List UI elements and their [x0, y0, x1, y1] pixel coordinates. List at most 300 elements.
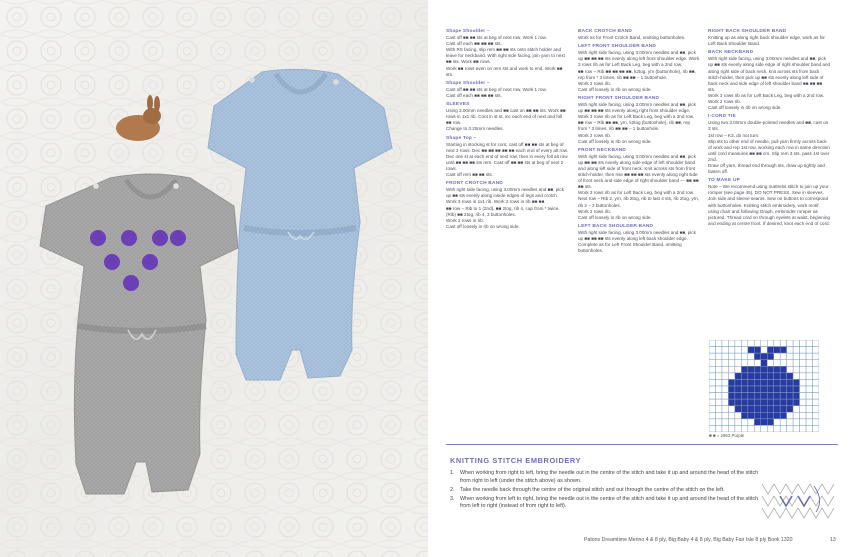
chart-cell — [754, 419, 760, 426]
chart-cell — [709, 412, 715, 419]
chart-cell — [741, 393, 747, 400]
section-heading: FRONT CROTCH BAND — [446, 181, 503, 187]
chart-cell — [761, 399, 767, 406]
chart-cell — [813, 393, 819, 400]
instruction-text: Work 2 rows rib. — [578, 80, 612, 86]
instruction-text: 1st row – K3, do not turn. — [708, 132, 760, 138]
chart-cell — [735, 353, 741, 360]
chart-cell — [767, 425, 773, 432]
chart-cell — [761, 419, 767, 426]
chart-cell — [728, 419, 734, 426]
section-heading: SLEEVES — [446, 102, 470, 108]
chart-cell — [813, 386, 819, 393]
chart-cell — [767, 406, 773, 413]
chart-cell — [754, 360, 760, 367]
chart-cell — [787, 340, 793, 347]
chart-cell — [748, 425, 754, 432]
chart-cell — [715, 360, 721, 367]
chart-cell — [741, 347, 747, 354]
chart-cell — [780, 393, 786, 400]
section-heading: I-CORD TIE — [708, 114, 736, 120]
section-heading: BACK NECKBAND — [708, 50, 754, 56]
chart-cell — [800, 419, 806, 426]
chart-cell — [748, 412, 754, 419]
chart-cell — [715, 386, 721, 393]
chart-cell — [800, 406, 806, 413]
chart-cell — [748, 360, 754, 367]
embroidery-steps — [450, 470, 766, 512]
chart-cell — [780, 399, 786, 406]
chart-cell — [728, 425, 734, 432]
chart-cell — [715, 393, 721, 400]
instruction-text: Work as for Front Crotch Band, omitting buttonholes. — [578, 35, 686, 41]
chart-cell — [793, 412, 799, 419]
instruction-text: Cast off each ■■ ■■ ■■ sts. — [446, 92, 502, 98]
embroidery-step: 1. When working from right to left, bring the needle out in the centre of the stitch and take it up and around the head of the stitch from right to left (under the stitch above) as shown. — [450, 470, 759, 484]
chart-cell — [774, 353, 780, 360]
chart-cell — [722, 366, 728, 373]
chart-cell — [741, 412, 747, 419]
chart-cell — [787, 379, 793, 386]
chart-cell — [780, 379, 786, 386]
chart-cell — [774, 347, 780, 354]
chart-cell — [767, 393, 773, 400]
chart-cell — [735, 366, 741, 373]
chart-cell — [748, 353, 754, 360]
chart-cell — [774, 379, 780, 386]
chart-cell — [709, 386, 715, 393]
chart-cell — [735, 412, 741, 419]
chart-cell — [774, 419, 780, 426]
chart-cell — [800, 360, 806, 367]
chart-cell — [715, 373, 721, 380]
chart-cell — [793, 340, 799, 347]
chart-cell — [722, 353, 728, 360]
chart-cell — [787, 353, 793, 360]
chart-cell — [787, 373, 793, 380]
chart-cell — [767, 340, 773, 347]
chart-cell — [741, 353, 747, 360]
section-heading: Shape Shoulder – — [446, 29, 490, 34]
chart-cell — [793, 379, 799, 386]
chart-cell — [813, 379, 819, 386]
chart-cell — [774, 386, 780, 393]
chart-cell — [754, 425, 760, 432]
chart-cell — [761, 393, 767, 400]
chart-cell — [813, 360, 819, 367]
chart-cell — [722, 386, 728, 393]
chart-cell — [806, 399, 812, 406]
chart-cell — [813, 366, 819, 373]
embroidery-diagram — [758, 478, 842, 524]
instruction-text: Work 3 rows rib as for Left Back Leg, beg with a 2nd row. — [708, 92, 825, 98]
chart-cell — [793, 406, 799, 413]
chart-cell — [813, 373, 819, 380]
chart-cell — [813, 340, 819, 347]
chart-cell — [728, 373, 734, 380]
chart-cell — [787, 360, 793, 367]
instruction-text: Next row – Rib 2, yrn, rib 2tog, rib to last 4 sts, rib 2tog, yrn, rib 2 – 2 buttonholes. — [578, 196, 700, 208]
chart-cell — [793, 393, 799, 400]
chart-cell — [754, 366, 760, 373]
chart-cell — [793, 425, 799, 432]
chart-cell — [741, 340, 747, 347]
chart-cell — [722, 399, 728, 406]
chart-cell — [722, 419, 728, 426]
chart-cell — [709, 425, 715, 432]
chart-cell — [761, 347, 767, 354]
page-number: 13 — [830, 537, 836, 543]
chart-cell — [774, 360, 780, 367]
chart-cell — [761, 379, 767, 386]
chart-cell — [728, 386, 734, 393]
section-heading: TO MAKE UP — [708, 178, 741, 184]
chart-cell — [793, 373, 799, 380]
chart-cell — [748, 419, 754, 426]
chart-cell — [709, 393, 715, 400]
chart-cell — [793, 419, 799, 426]
chart-cell — [787, 347, 793, 354]
chart-cell — [806, 412, 812, 419]
chart-cell — [800, 393, 806, 400]
chart-cell — [806, 379, 812, 386]
chart-cell — [767, 379, 773, 386]
section-heading: RIGHT BACK SHOULDER BAND — [708, 29, 787, 34]
chart-cell — [715, 379, 721, 386]
chart-cell — [767, 412, 773, 419]
chart-cell — [767, 360, 773, 367]
chart-cell — [748, 340, 754, 347]
chart-cell — [767, 366, 773, 373]
chart-cell — [748, 399, 754, 406]
chart-cell — [709, 366, 715, 373]
chart-cell — [806, 373, 812, 380]
section-heading: FRONT NECKBAND — [578, 147, 627, 153]
chart-cell — [800, 386, 806, 393]
chart-cell — [806, 366, 812, 373]
instruction-text: Using two 3.00mm double-pointed needles and ■■, cast on 3 sts. — [708, 120, 829, 132]
chart-cell — [715, 419, 721, 426]
chart-cell — [728, 360, 734, 367]
instruction-text: With RS facing, slip rem ■■ ■■ sts onto stitch holder and leave for neckband. With right side facing, join yarn to next ■■ sts. Work ■■ rows. — [446, 47, 565, 65]
instruction-text: Work 2 rows rib. — [578, 208, 612, 214]
chart-cell — [715, 366, 721, 373]
chart-cell — [774, 393, 780, 400]
chart-cell — [728, 406, 734, 413]
chart-cell — [780, 412, 786, 419]
chart-cell — [793, 399, 799, 406]
chart-cell — [787, 419, 793, 426]
chart-cell — [741, 399, 747, 406]
chart-cell — [806, 406, 812, 413]
chart-cell — [741, 406, 747, 413]
text-column-3 — [708, 26, 830, 227]
chart-cell — [787, 412, 793, 419]
instruction-text: ■■ row – Rib ■■ ■■ ■■ ■■, k2tog, yrn (buttonhole), rib ■■, rep from * 3 times, rib ■■ ■■ – 1 buttonhole. — [578, 68, 696, 80]
instruction-text: Using 3.00mm needles and ■■ cast on ■■ ■■ sts. Work ■■ rows in 1x1 rib. Cont in st st, inc each end of next and foll ■■ row. — [446, 108, 566, 126]
instruction-text: Change to 3.25mm needles. — [446, 126, 504, 132]
chart-cell — [800, 425, 806, 432]
instruction-text: Work 2 rows rib. — [578, 132, 612, 138]
chart-cell — [806, 393, 812, 400]
chart-cell — [754, 379, 760, 386]
chart-cell — [741, 379, 747, 386]
chart-cell — [709, 406, 715, 413]
instruction-text: Cast off ■■ ■■ sts at beg of next row. Work 1 row. — [446, 35, 547, 41]
chart-cell — [735, 347, 741, 354]
instruction-text: Cast off ■■ ■■ sts at beg of next row. Work 1 row. — [446, 86, 547, 92]
instruction-text: Slip sts to other end of needle, pull yarn firmly across back of work and rep 1st row, working each row in same direction until cord measures ■■ ■■ cm. Slip rem 3 sts, pass 1st over 2nd. — [708, 138, 830, 162]
chart-cell — [715, 353, 721, 360]
chart-cell — [748, 347, 754, 354]
chart-cell — [715, 340, 721, 347]
chart-cell — [793, 347, 799, 354]
section-heading: RIGHT FRONT SHOULDER BAND — [578, 95, 660, 101]
chart-cell — [767, 399, 773, 406]
embroidery-step: 2. Take the needle back through the centre of the original stitch and out through the centre of the stitch on the left. — [450, 486, 725, 493]
instruction-text: With right side facing, using 3.00mm needles and ■■, pick up ■■ sts evenly along side edge of right shoulder band and along right side of back neck, knit across sts from back stitch-holder, then pick up ■■ sts evenly along left side of back neck and side edge of left shoulder band ■■ ■■ ■■ sts. — [708, 56, 831, 92]
chart-cell — [728, 347, 734, 354]
instruction-text: With right side facing, using 3.00mm needles and ■■, pick up ■■ sts evenly along inside edges of legs and crotch. Work 3 rows in 1x1 rib. Work 2 rows in rib ■■ ■■. — [446, 187, 564, 205]
chart-cell — [800, 379, 806, 386]
chart-cell — [715, 425, 721, 432]
chart-cell — [806, 353, 812, 360]
text-column-1 — [446, 26, 568, 230]
chart-cell — [780, 419, 786, 426]
chart-cell — [813, 353, 819, 360]
chart-cell — [754, 406, 760, 413]
chart-cell — [806, 360, 812, 367]
chart-cell — [735, 419, 741, 426]
chart-cell — [754, 373, 760, 380]
chart-cell — [754, 399, 760, 406]
chart-cell — [722, 406, 728, 413]
instruction-text: Draw off yarn, thread end through sts, draw up tightly and fasten off. — [708, 162, 825, 175]
motif-chart — [709, 340, 819, 432]
chart-cell — [709, 399, 715, 406]
chart-cell — [728, 353, 734, 360]
section-heading: LEFT FRONT SHOULDER BAND — [578, 44, 657, 50]
chart-cell — [800, 340, 806, 347]
chart-cell — [806, 347, 812, 354]
chart-cell — [793, 386, 799, 393]
chart-cell — [774, 399, 780, 406]
chart-cell — [728, 366, 734, 373]
chart-cell — [806, 340, 812, 347]
chart-cell — [806, 386, 812, 393]
chart-cell — [722, 373, 728, 380]
chart-cell — [754, 386, 760, 393]
chart-cell — [761, 366, 767, 373]
chart-cell — [774, 340, 780, 347]
chart-cell — [767, 347, 773, 354]
instruction-text: Knitting up as along right back shoulder edge, work as for Left Back Shoulder Band. — [708, 35, 825, 47]
section-heading: Shape Top – — [446, 135, 477, 141]
chart-cell — [780, 340, 786, 347]
chart-cell — [800, 347, 806, 354]
chart-cell — [709, 360, 715, 367]
chart-cell — [761, 386, 767, 393]
instruction-text: Work 2 rows rib. — [708, 99, 742, 105]
chart-cell — [800, 366, 806, 373]
instruction-text: Cast off rem ■■ ■■ sts. — [446, 172, 494, 178]
chart-cell — [735, 360, 741, 367]
chart-cell — [735, 425, 741, 432]
chart-cell — [767, 373, 773, 380]
text-column-2 — [578, 26, 700, 254]
chart-cell — [813, 412, 819, 419]
instruction-text: ■■ row – Rib to 1 (2nd), ■■ 2tog, rib 4, cap from * twice. (Rib) ■■ 2tog, rib 4, 3 buttonholes. — [446, 205, 560, 217]
chart-cell — [793, 353, 799, 360]
chart-cell — [754, 347, 760, 354]
chart-cell — [754, 340, 760, 347]
section-heading: LEFT BACK SHOULDER BAND — [578, 223, 654, 229]
chart-cell — [774, 366, 780, 373]
chart-cell — [722, 340, 728, 347]
instruction-text: Work ■■ rows even on rem sts and work to end. Work ■■ sts. — [446, 65, 563, 77]
chart-cell — [774, 373, 780, 380]
chart-cell — [767, 386, 773, 393]
instruction-text: Work 3 rows rib as for Left Back Leg, beg with a 2nd row. — [578, 190, 695, 196]
chart-cell — [767, 419, 773, 426]
chart-cell — [735, 386, 741, 393]
chart-cell — [787, 399, 793, 406]
chart-cell — [715, 406, 721, 413]
chart-cell — [715, 399, 721, 406]
chart-cell — [780, 425, 786, 432]
chart-cell — [728, 393, 734, 400]
chart-cell — [754, 353, 760, 360]
chart-cell — [806, 419, 812, 426]
chart-cell — [741, 373, 747, 380]
chart-cell — [722, 379, 728, 386]
chart-cell — [780, 386, 786, 393]
chart-cell — [761, 340, 767, 347]
chart-cell — [813, 419, 819, 426]
instruction-text: With right side facing, using 3.00mm needles and ■■, pick up ■■ ■■ ■■ sts evenly along left back shoulder edge. Complete as for Left Front Shoulder Band, omitting buttonholes. — [578, 229, 696, 254]
embroidery-step: 3. When working from left to right, bring the needle out in the centre of the stitch and take it up and around the head of the stitch from left to right (instead of from right to left). — [450, 495, 759, 510]
chart-cell — [793, 366, 799, 373]
chart-cell — [741, 366, 747, 373]
instruction-text: Cast off loosely in rib on wrong side. — [578, 214, 652, 220]
chart-cell — [728, 340, 734, 347]
chart-cell — [754, 393, 760, 400]
chart-cell — [741, 419, 747, 426]
chart-cell — [813, 347, 819, 354]
chart-cell — [780, 353, 786, 360]
chart-cell — [735, 399, 741, 406]
instruction-text: Dec one st at each end of next row, then in every foll alt row until ■■ ■■ ■■ sts rem. Cast off ■■ ■■ sts at beg of next 2 rows. — [446, 153, 568, 171]
chart-cell — [709, 340, 715, 347]
chart-cell — [800, 412, 806, 419]
chart-cell — [748, 366, 754, 373]
chart-cell — [780, 406, 786, 413]
chart-cell — [800, 373, 806, 380]
chart-cell — [741, 360, 747, 367]
chart-cell — [722, 347, 728, 354]
pattern-page — [428, 0, 851, 557]
section-divider — [446, 444, 838, 445]
chart-cell — [767, 353, 773, 360]
chart-cell — [709, 379, 715, 386]
chart-cell — [813, 425, 819, 432]
chart-cell — [813, 406, 819, 413]
chart-cell — [722, 360, 728, 367]
section-heading: BACK CROTCH BAND — [578, 29, 633, 34]
chart-cell — [748, 379, 754, 386]
chart-cell — [787, 386, 793, 393]
chart-cell — [715, 347, 721, 354]
chart-cell — [774, 425, 780, 432]
chart-cell — [735, 340, 741, 347]
instruction-text: With right side facing, using 3.00mm needles and ■■, pick up ■■ ■■ ■■ sts evenly along right front shoulder edge. Work 3 rows rib as for Left Back Leg, beg with a 2nd row. — [578, 102, 696, 120]
chart-cell — [780, 360, 786, 367]
chart-cell — [715, 412, 721, 419]
instruction-text: Note – We recommend using mattress stitch to join up your romper (see page 45). DO NOT PRESS. Sew in sleeves. Join side and sleeve seams. Sew on buttons to correspond with buttonholes. Knitting stitch embroidery, work motif using chart and following Graph, embroider romper as pictured. Thread cord on through eyelets at waist, beginning and ending at centre front. If desired, knot each end of cord. — [708, 184, 830, 226]
chart-cell — [800, 353, 806, 360]
chart-cell — [780, 373, 786, 380]
chart-cell — [735, 393, 741, 400]
instruction-text: Cast off loosely in rib on wrong side. — [578, 86, 652, 92]
chart-cell — [741, 386, 747, 393]
chart-cell — [722, 425, 728, 432]
chart-cell — [735, 406, 741, 413]
instruction-text: Cast off each ■■ ■■ ■■ sts. — [446, 41, 502, 47]
chart-cell — [761, 373, 767, 380]
chart-caption: ■ ■ = 2963 Purple — [709, 433, 745, 438]
instruction-text: With right side facing, using 3.00mm needles and ■■, pick up ■■ ■■ ■■ sts evenly along left front shoulder edge. Work 3 rows rib as for Left Back Leg, beg with a 2nd row. — [578, 50, 700, 68]
instruction-text: ■■ row – Rib ■■ ■■, yrn, k2tog (buttonhole), rib ■■, rep from * 3 times, rib ■■ ■■ – 1 buttonhole. — [578, 120, 691, 132]
chart-cell — [709, 347, 715, 354]
chart-cell — [774, 412, 780, 419]
instruction-text: Cast off loosely in rib on wrong side. — [578, 138, 652, 144]
chart-cell — [748, 393, 754, 400]
chart-cell — [761, 406, 767, 413]
chart-cell — [709, 373, 715, 380]
chart-cell — [800, 399, 806, 406]
chart-cell — [787, 393, 793, 400]
instruction-text: With right side facing, using 3.00mm needles and ■■, pick up ■■ ■■ sts evenly along side edge of left shoulder band and along left side of front neck. Knit across sts from front stitch-holder, then rise ■■ ■■ ■■ sts evenly along right side of front neck and side edge of right shoulder band — ■■ ■■ ■■ sts. — [578, 153, 699, 190]
instruction-text: Work 2 rows in rib. — [446, 217, 484, 223]
chart-cell — [761, 412, 767, 419]
chart-cell — [761, 425, 767, 432]
chart-cell — [806, 425, 812, 432]
chart-cell — [722, 393, 728, 400]
chart-cell — [813, 399, 819, 406]
instruction-text: Cast off loosely in rib on wrong side. — [708, 105, 782, 111]
chart-cell — [748, 386, 754, 393]
chart-cell — [787, 406, 793, 413]
chart-cell — [787, 425, 793, 432]
section-heading: Shape Shoulder – — [446, 80, 490, 86]
chart-cell — [722, 412, 728, 419]
instruction-text: Starting in stocking st for cont, cast off ■■ ■■ sts at beg of next 2 rows. Dec ■■ ■■ ■■ ■■ ■■ each end of every alt row. — [446, 141, 568, 153]
chart-cell — [728, 399, 734, 406]
chart-cell — [709, 353, 715, 360]
chart-cell — [774, 406, 780, 413]
chart-cell — [748, 373, 754, 380]
chart-cell — [709, 419, 715, 426]
chart-cell — [748, 406, 754, 413]
chart-cell — [761, 353, 767, 360]
chart-cell — [735, 379, 741, 386]
chart-cell — [735, 373, 741, 380]
chart-cell — [780, 347, 786, 354]
chart-cell — [780, 366, 786, 373]
chart-cell — [787, 366, 793, 373]
chart-cell — [793, 360, 799, 367]
chart-cell — [728, 412, 734, 419]
